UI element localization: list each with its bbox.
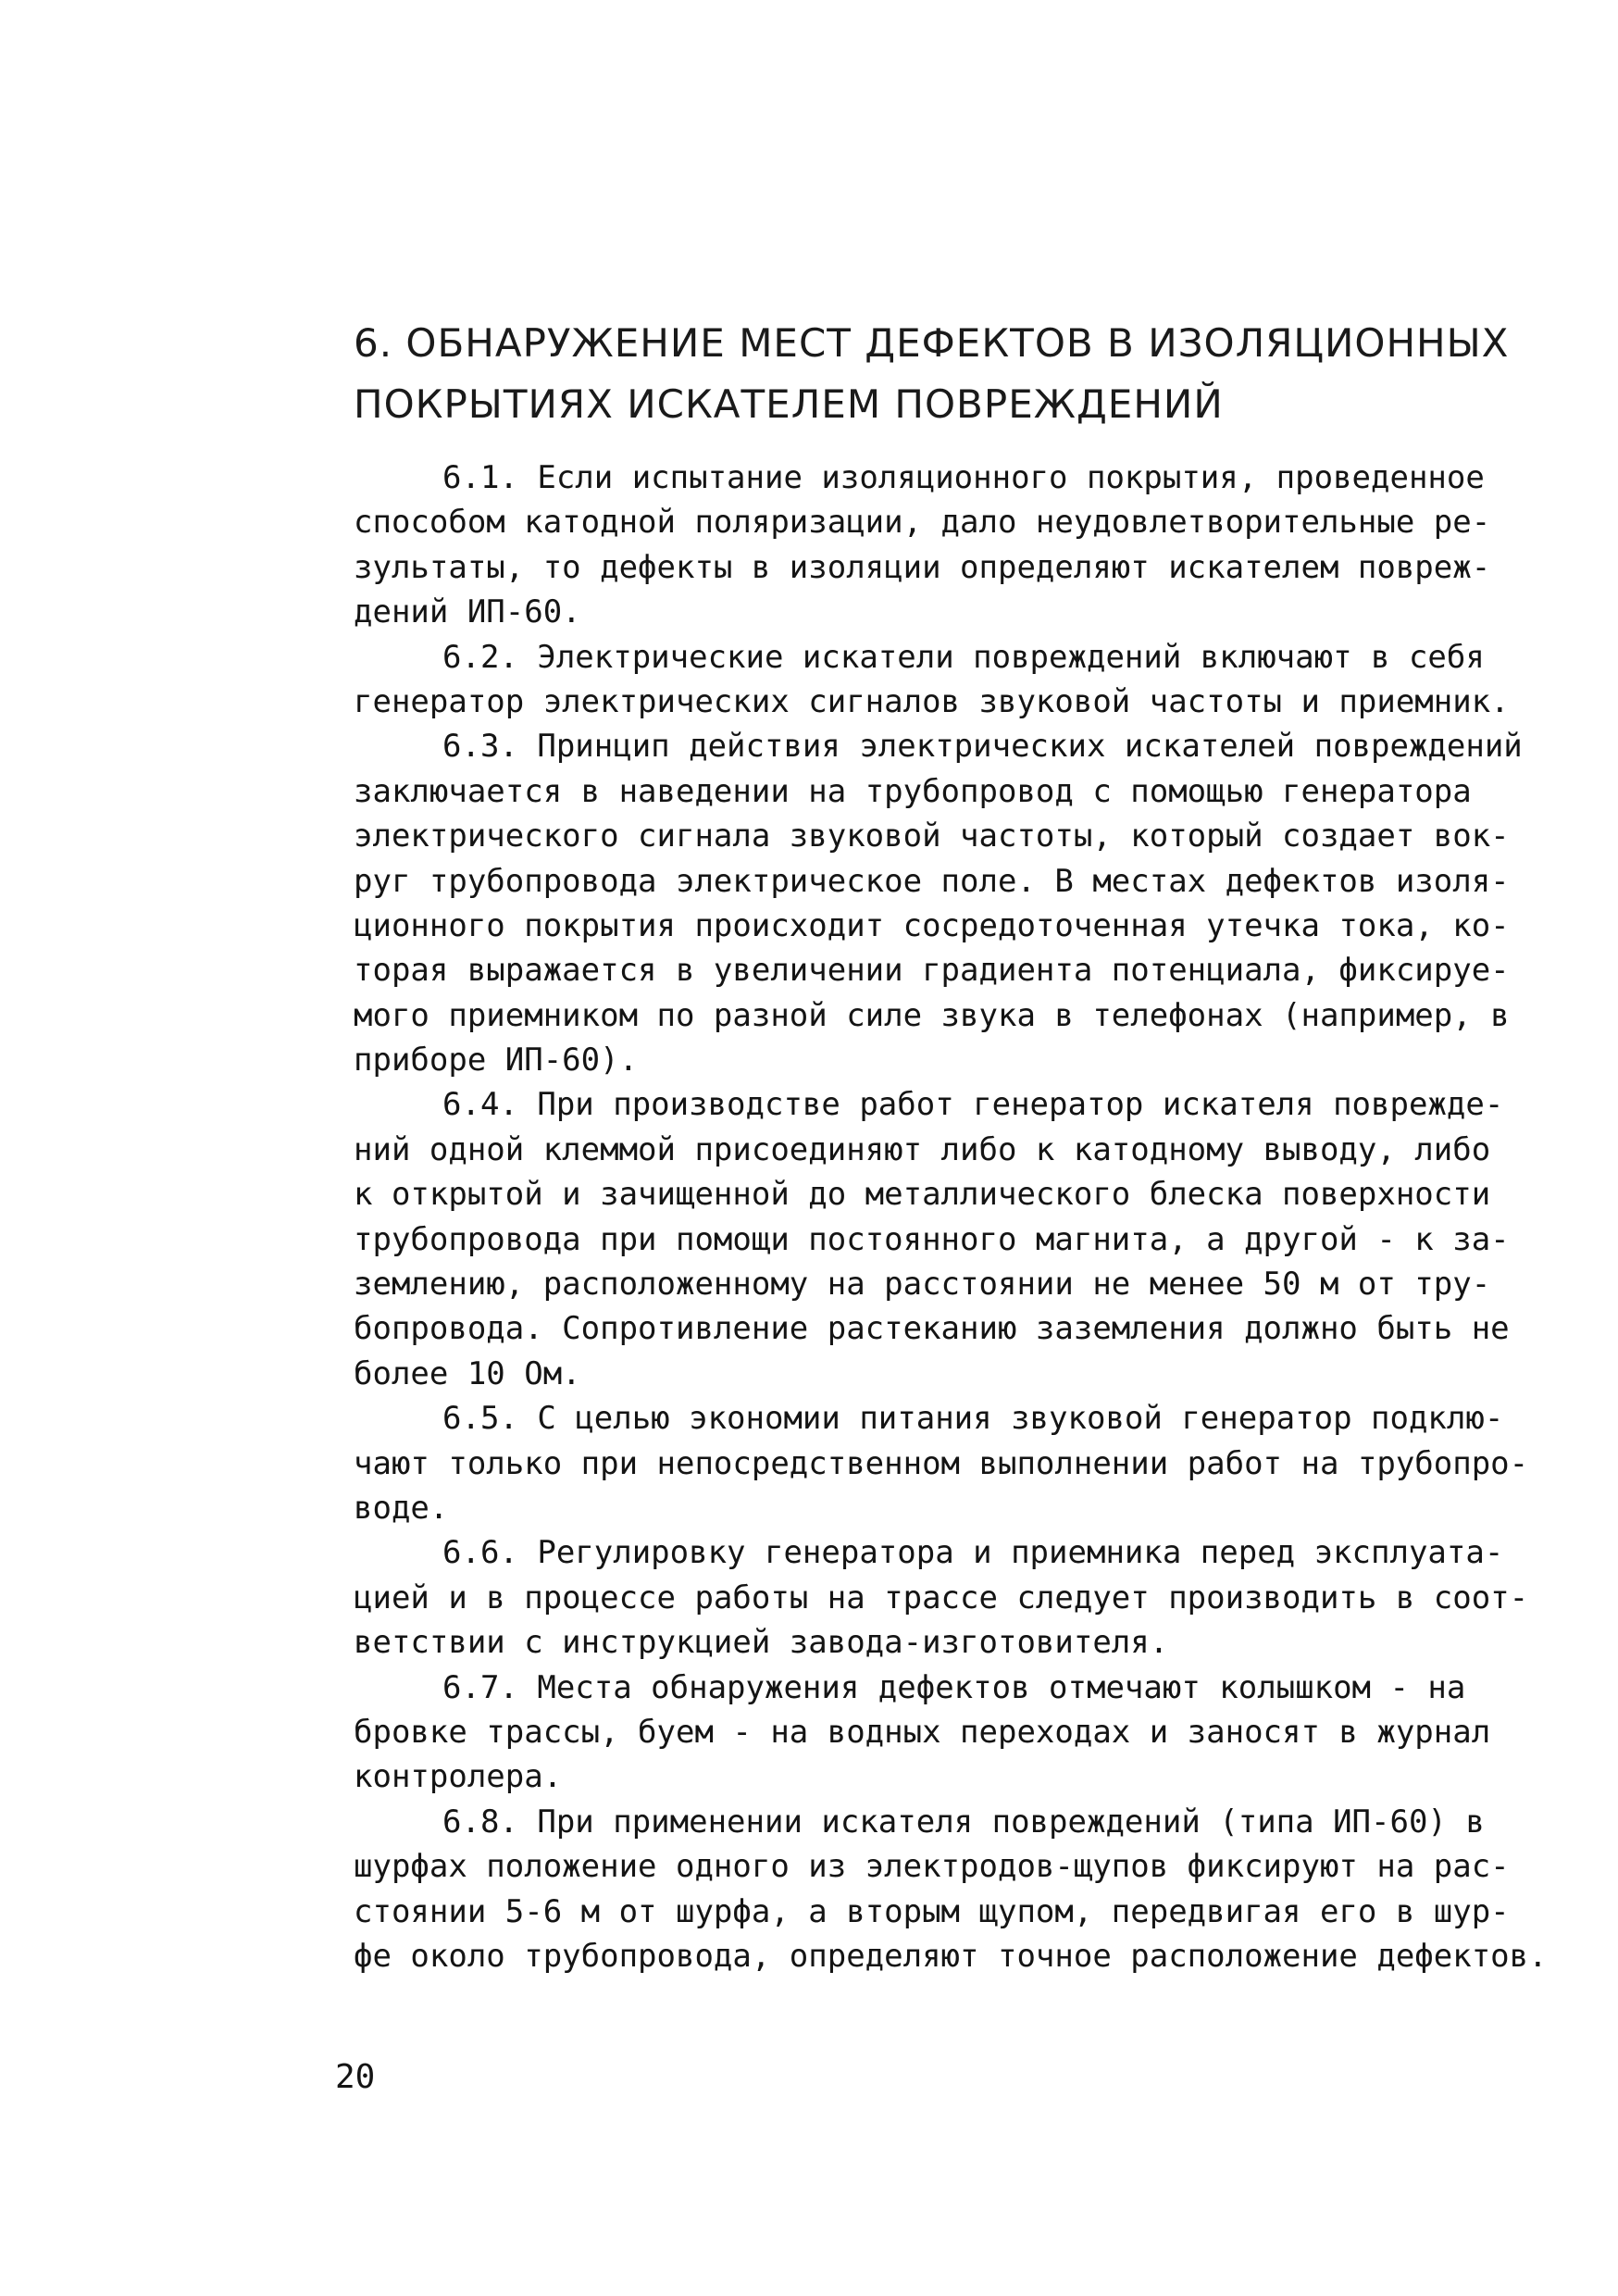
paragraph-6-8-line: стоянии 5-6 м от шурфа, а вторым щупом, передвигая его в шур- [354,1892,1510,1930]
paragraph-6-4-line: трубопровода при помощи постоянного магнита, а другой - к за- [354,1220,1510,1258]
paragraph-6-5-line: чают только при непосредственном выполнении работ на трубопро- [354,1444,1529,1482]
paragraph-6-3-line: 6.3. Принцип действия электрических искателей повреждений [442,728,1523,766]
paragraph-6-3-line: мого приемником по разной силе звука в телефонах (например, в [354,996,1510,1034]
page-number: 20 [335,2058,376,2096]
paragraph-6-1-line: дений ИП-60. [354,593,581,631]
paragraph-6-5-line: воде. [354,1489,449,1527]
paragraph-6-3-line: электрического сигнала звуковой частоты, который создает вок- [354,817,1510,855]
paragraph-6-1-line: зультаты, то дефекты в изоляции определяют искателем повреж- [354,548,1491,586]
paragraph-6-8-line: фе около трубопровода, определяют точное расположение дефектов. [354,1937,1548,1975]
paragraph-6-5-line: 6.5. С целью экономии питания звуковой генератор подклю- [442,1400,1504,1438]
paragraph-6-6-line: ветствии с инструкцией завода-изготовителя. [354,1624,1169,1662]
paragraph-6-4-line: 6.4. При производстве работ генератор искателя поврежде- [442,1086,1504,1124]
paragraph-6-6-line: цией и в процессе работы на трассе следует производить в соот- [354,1578,1529,1616]
paragraph-6-4-line: ний одной клеммой присоединяют либо к катодному выводу, либо [354,1130,1491,1168]
paragraph-6-3-line: торая выражается в увеличении градиента потенциала, фиксируе- [354,952,1510,990]
paragraph-6-2-line: 6.2. Электрические искатели повреждений включают в себя [442,638,1485,676]
heading-line-1: 6. ОБНАРУЖЕНИЕ МЕСТ ДЕФЕКТОВ В ИЗОЛЯЦИОННЫХ [354,320,1510,366]
paragraph-6-3-line: ционного покрытия происходит сосредоточенная утечка тока, ко- [354,906,1510,944]
paragraph-6-7-line: бровке трассы, буем - на водных переходах и заносят в журнал [354,1713,1491,1751]
paragraph-6-4-line: бопровода. Сопротивление растеканию заземления должно быть не [354,1310,1510,1348]
paragraph-6-1-line: 6.1. Если испытание изоляционного покрытия, проведенное [442,459,1485,496]
paragraph-6-4-line: к открытой и зачищенной до металлического блеска поверхности [354,1176,1491,1214]
paragraph-6-7-line: контролера. [354,1758,563,1796]
paragraph-6-1-line: способом катодной поляризации, дало неудовлетворительные ре- [354,504,1491,542]
paragraph-6-4-line: более 10 Ом. [354,1354,581,1392]
paragraph-6-3-line: заключается в наведении на трубопровод с помощью генератора [354,772,1472,810]
paragraph-6-3-line: руг трубопровода электрическое поле. В местах дефектов изоля- [354,862,1510,900]
section-heading [354,313,1557,435]
paragraph-6-7-line: 6.7. Места обнаружения дефектов отмечают колышком - на [442,1668,1466,1706]
paragraph-6-4-line: землению, расположенному на расстоянии не менее 50 м от тру- [354,1266,1491,1304]
paragraph-6-6-line: 6.6. Регулировку генератора и приемника перед эксплуата- [442,1534,1504,1572]
body-text [354,455,1548,1978]
paragraph-6-8-line: шурфах положение одного из электродов-щупов фиксируют на рас- [354,1848,1510,1886]
paragraph-6-2-line: генератор электрических сигналов звуковой частоты и приемник. [354,682,1510,720]
paragraph-6-8-line: 6.8. При применении искателя повреждений (типа ИП-60) в [442,1803,1485,1841]
heading-line-2: ПОКРЫТИЯХ ИСКАТЕЛЕМ ПОВРЕЖДЕНИЙ [354,381,1224,427]
paragraph-6-3-line: приборе ИП-60). [354,1042,639,1079]
